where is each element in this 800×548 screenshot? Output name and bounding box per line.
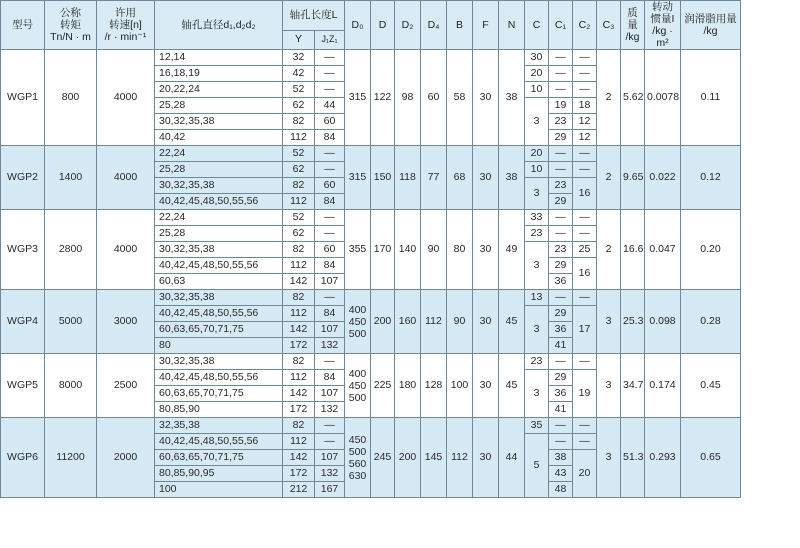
n-cell: 38 — [499, 146, 525, 210]
d2-cell: 160 — [395, 290, 421, 354]
j1z1-cell: 60 — [315, 178, 345, 194]
d2-cell: 200 — [395, 418, 421, 498]
bore-cell: 25,28 — [155, 226, 283, 242]
j1z1-cell: — — [315, 226, 345, 242]
j1z1-cell: — — [315, 50, 345, 66]
bore-cell: 30,32,35,38 — [155, 354, 283, 370]
c1-cell: 29 — [549, 130, 573, 146]
bore-cell: 40,42,45,48,50,55,56 — [155, 370, 283, 386]
c3-cell: 3 — [597, 290, 621, 354]
y-cell: 82 — [283, 418, 315, 434]
j1z1-cell: — — [315, 146, 345, 162]
y-cell: 172 — [283, 338, 315, 354]
table-row — [1, 146, 800, 162]
j1z1-cell: — — [315, 354, 345, 370]
n-cell: 38 — [499, 50, 525, 146]
y-cell: 32 — [283, 50, 315, 66]
n-cell: 49 — [499, 210, 525, 290]
bore-cell: 60,63 — [155, 274, 283, 290]
j1z1-cell: 107 — [315, 450, 345, 466]
header-mass — [621, 1, 645, 50]
header-torque — [45, 1, 97, 50]
c1-cell: 48 — [549, 482, 573, 498]
d0-value: 450 — [348, 315, 367, 328]
j1z1-cell: 132 — [315, 402, 345, 418]
y-cell: 112 — [283, 130, 315, 146]
c1-cell: 29 — [549, 370, 573, 386]
c3-cell: 2 — [597, 210, 621, 290]
model-cell: WGP1 — [1, 50, 45, 146]
d0-value: 450 — [348, 379, 367, 392]
c2-cell: — — [573, 434, 597, 450]
b-cell: 80 — [447, 210, 473, 290]
c-cell: 5 — [525, 434, 549, 498]
mass-cell: 9.65 — [621, 146, 645, 210]
d4-cell: 60 — [421, 50, 447, 146]
header-torque-line3: Tn/N · m — [50, 31, 91, 43]
d0-cell: 315 — [345, 50, 371, 146]
inertia-cell: 0.022 — [645, 146, 681, 210]
torque-cell: 1400 — [45, 146, 97, 210]
c1-cell: — — [549, 162, 573, 178]
y-cell: 112 — [283, 258, 315, 274]
group-wgp2 — [1, 146, 800, 210]
c2-cell: — — [573, 162, 597, 178]
j1z1-cell: 132 — [315, 466, 345, 482]
y-cell: 52 — [283, 210, 315, 226]
torque-cell: 2800 — [45, 210, 97, 290]
header-speed-line3: /r · min⁻¹ — [104, 31, 147, 43]
j1z1-cell: 84 — [315, 194, 345, 210]
c-cell: 35 — [525, 418, 549, 434]
f-cell: 30 — [473, 418, 499, 498]
c1-cell: — — [549, 354, 573, 370]
c2-cell: 12 — [573, 114, 597, 130]
c3-cell: 3 — [597, 418, 621, 498]
c-cell: 3 — [525, 242, 549, 290]
speed-cell: 4000 — [97, 146, 155, 210]
header-inertia-line1: 转动惯量I — [650, 1, 675, 25]
c2-cell: — — [573, 226, 597, 242]
c1-cell: — — [549, 226, 573, 242]
header-grease-line1: 润滑脂用量 — [684, 13, 737, 25]
j1z1-cell: 60 — [315, 114, 345, 130]
header-torque-line1: 公称 — [60, 7, 81, 19]
y-cell: 112 — [283, 370, 315, 386]
header-mass-line1: 质量 — [627, 7, 638, 31]
c-cell: 33 — [525, 210, 549, 226]
c1-cell: 23 — [549, 114, 573, 130]
table-row — [1, 418, 800, 434]
y-cell: 82 — [283, 290, 315, 306]
header-c2: C₂ — [573, 1, 597, 50]
header-d: D — [371, 1, 395, 50]
c-cell: 20 — [525, 146, 549, 162]
j1z1-cell: 107 — [315, 274, 345, 290]
header-speed-line1: 许用 — [115, 7, 136, 19]
bore-cell: 32,35,38 — [155, 418, 283, 434]
d-cell: 122 — [371, 50, 395, 146]
bore-cell: 40,42,45,48,50,55,56 — [155, 258, 283, 274]
bore-cell: 30,32,35,38 — [155, 290, 283, 306]
torque-cell: 8000 — [45, 354, 97, 418]
header-speed-line2: 转速[n] — [109, 19, 142, 31]
bore-cell: 30,32,35,38 — [155, 114, 283, 130]
j1z1-cell: 44 — [315, 98, 345, 114]
header-c3: C₃ — [597, 1, 621, 50]
header-d2: D₂ — [395, 1, 421, 50]
d4-cell: 77 — [421, 146, 447, 210]
mass-cell: 25.3 — [621, 290, 645, 354]
y-cell: 62 — [283, 226, 315, 242]
c1-cell: 29 — [549, 306, 573, 322]
y-cell: 172 — [283, 466, 315, 482]
mass-cell: 51.3 — [621, 418, 645, 498]
header-y: Y — [283, 30, 315, 49]
c1-cell: 41 — [549, 402, 573, 418]
c1-cell: 23 — [549, 178, 573, 194]
c-cell: 3 — [525, 98, 549, 146]
header-mass-line2: /kg — [625, 31, 640, 43]
c2-cell: 19 — [573, 370, 597, 418]
c1-cell: — — [549, 82, 573, 98]
bore-cell: 100 — [155, 482, 283, 498]
b-cell: 68 — [447, 146, 473, 210]
d4-cell: 128 — [421, 354, 447, 418]
b-cell: 58 — [447, 50, 473, 146]
c1-cell: — — [549, 66, 573, 82]
d-cell: 150 — [371, 146, 395, 210]
bore-cell: 40,42,45,48,50,55,56 — [155, 434, 283, 450]
c2-cell: 12 — [573, 130, 597, 146]
d-cell: 170 — [371, 210, 395, 290]
bore-cell: 25,28 — [155, 162, 283, 178]
grease-cell: 0.11 — [681, 50, 741, 146]
c3-cell: 3 — [597, 354, 621, 418]
f-cell: 30 — [473, 146, 499, 210]
c-cell: 30 — [525, 50, 549, 66]
c2-cell: — — [573, 82, 597, 98]
c1-cell: 41 — [549, 338, 573, 354]
model-cell: WGP5 — [1, 354, 45, 418]
y-cell: 112 — [283, 434, 315, 450]
d4-cell: 145 — [421, 418, 447, 498]
c1-cell: 19 — [549, 98, 573, 114]
y-cell: 42 — [283, 66, 315, 82]
speed-cell: 2500 — [97, 354, 155, 418]
d2-cell: 180 — [395, 354, 421, 418]
j1z1-cell: 107 — [315, 322, 345, 338]
bore-cell: 80 — [155, 338, 283, 354]
n-cell: 45 — [499, 290, 525, 354]
d0-cell — [345, 418, 371, 498]
c2-cell: 16 — [573, 178, 597, 210]
inertia-cell: 0.098 — [645, 290, 681, 354]
bore-cell: 20,22,24 — [155, 82, 283, 98]
model-cell: WGP6 — [1, 418, 45, 498]
j1z1-cell: 84 — [315, 370, 345, 386]
j1z1-cell: 84 — [315, 258, 345, 274]
c1-cell: 43 — [549, 466, 573, 482]
c-cell: 10 — [525, 82, 549, 98]
bore-cell: 22,24 — [155, 210, 283, 226]
c1-cell: — — [549, 434, 573, 450]
y-cell: 52 — [283, 82, 315, 98]
model-cell: WGP3 — [1, 210, 45, 290]
speed-cell: 4000 — [97, 210, 155, 290]
bore-cell: 40,42,45,48,50,55,56 — [155, 306, 283, 322]
header-d0: D₀ — [345, 1, 371, 50]
grease-cell: 0.28 — [681, 290, 741, 354]
c2-cell: 16 — [573, 258, 597, 290]
d0-value: 630 — [348, 469, 367, 482]
j1z1-cell: — — [315, 82, 345, 98]
j1z1-cell: — — [315, 434, 345, 450]
bore-cell: 80,85,90,95 — [155, 466, 283, 482]
table-row — [1, 210, 800, 226]
j1z1-cell: — — [315, 66, 345, 82]
c2-cell: — — [573, 66, 597, 82]
y-cell: 142 — [283, 450, 315, 466]
f-cell: 30 — [473, 354, 499, 418]
torque-cell: 5000 — [45, 290, 97, 354]
b-cell: 112 — [447, 418, 473, 498]
torque-cell: 11200 — [45, 418, 97, 498]
table-header — [1, 1, 800, 50]
y-cell: 62 — [283, 98, 315, 114]
header-bore: 轴孔直径d₁,d₂d₂ — [155, 1, 283, 50]
bore-cell: 60,63,65,70,71,75 — [155, 386, 283, 402]
grease-cell: 0.20 — [681, 210, 741, 290]
y-cell: 82 — [283, 178, 315, 194]
d0-value: 450 — [348, 433, 367, 446]
c3-cell: 2 — [597, 50, 621, 146]
y-cell: 142 — [283, 274, 315, 290]
group-wgp1 — [1, 50, 800, 146]
bore-cell: 40,42 — [155, 130, 283, 146]
d0-cell — [345, 354, 371, 418]
model-cell: WGP2 — [1, 146, 45, 210]
bore-cell: 30,32,35,38 — [155, 178, 283, 194]
n-cell: 44 — [499, 418, 525, 498]
c2-cell: 20 — [573, 450, 597, 498]
d4-cell: 112 — [421, 290, 447, 354]
header-inertia-line2: /kg · m² — [652, 25, 673, 49]
j1z1-cell: 60 — [315, 242, 345, 258]
table-row — [1, 290, 800, 306]
bore-cell: 30,32,35,38 — [155, 242, 283, 258]
header-model: 型号 — [1, 1, 45, 50]
j1z1-cell: — — [315, 418, 345, 434]
c-cell: 10 — [525, 162, 549, 178]
f-cell: 30 — [473, 210, 499, 290]
d0-cell: 355 — [345, 210, 371, 290]
bore-cell: 16,18,19 — [155, 66, 283, 82]
b-cell: 90 — [447, 290, 473, 354]
d-cell: 225 — [371, 354, 395, 418]
y-cell: 142 — [283, 322, 315, 338]
header-f: F — [473, 1, 499, 50]
bore-cell: 22,24 — [155, 146, 283, 162]
header-torque-line2: 转矩 — [60, 19, 81, 31]
c-cell: 20 — [525, 66, 549, 82]
d4-cell: 90 — [421, 210, 447, 290]
y-cell: 112 — [283, 306, 315, 322]
mass-cell: 34.7 — [621, 354, 645, 418]
j1z1-cell: 107 — [315, 386, 345, 402]
bore-cell: 12,14 — [155, 50, 283, 66]
c1-cell: — — [549, 418, 573, 434]
c2-cell: — — [573, 418, 597, 434]
d0-cell: 315 — [345, 146, 371, 210]
d0-value: 500 — [348, 445, 367, 458]
header-hub-length: 轴孔长度L — [283, 1, 345, 31]
inertia-cell: 0.174 — [645, 354, 681, 418]
header-j1z1: J₁Z₁ — [315, 30, 345, 49]
n-cell: 45 — [499, 354, 525, 418]
c1-cell: 38 — [549, 450, 573, 466]
c-cell: 3 — [525, 370, 549, 418]
d0-value: 560 — [348, 457, 367, 470]
y-cell: 212 — [283, 482, 315, 498]
d0-cell — [345, 290, 371, 354]
c1-cell: — — [549, 50, 573, 66]
c-cell: 3 — [525, 178, 549, 210]
header-c: C — [525, 1, 549, 50]
b-cell: 100 — [447, 354, 473, 418]
y-cell: 52 — [283, 146, 315, 162]
c1-cell: 23 — [549, 242, 573, 258]
c-cell: 3 — [525, 306, 549, 354]
mass-cell: 5.62 — [621, 50, 645, 146]
torque-cell: 800 — [45, 50, 97, 146]
group-wgp6 — [1, 418, 800, 498]
group-wgp3 — [1, 210, 800, 290]
j1z1-cell: — — [315, 162, 345, 178]
table-row — [1, 354, 800, 370]
c1-cell: 36 — [549, 322, 573, 338]
bore-cell: 80,85,90 — [155, 402, 283, 418]
group-wgp5 — [1, 354, 800, 418]
y-cell: 82 — [283, 354, 315, 370]
y-cell: 172 — [283, 402, 315, 418]
c2-cell: 17 — [573, 306, 597, 354]
c-cell: 23 — [525, 226, 549, 242]
bore-cell: 60,63,65,70,71,75 — [155, 322, 283, 338]
header-d4: D₄ — [421, 1, 447, 50]
grease-cell: 0.45 — [681, 354, 741, 418]
mass-cell: 16.6 — [621, 210, 645, 290]
inertia-cell: 0.0078 — [645, 50, 681, 146]
grease-cell: 0.12 — [681, 146, 741, 210]
j1z1-cell: 132 — [315, 338, 345, 354]
header-grease — [681, 1, 741, 50]
c1-cell: — — [549, 146, 573, 162]
c2-cell: — — [573, 354, 597, 370]
header-c1: C₁ — [549, 1, 573, 50]
c1-cell: — — [549, 210, 573, 226]
c3-cell: 2 — [597, 146, 621, 210]
d0-value: 400 — [348, 303, 367, 316]
c1-cell: 29 — [549, 258, 573, 274]
y-cell: 82 — [283, 114, 315, 130]
header-grease-line2: /kg — [703, 25, 718, 37]
bore-cell: 40,42,45,48,50,55,56 — [155, 194, 283, 210]
d0-value: 400 — [348, 367, 367, 380]
d2-cell: 140 — [395, 210, 421, 290]
c1-cell: 29 — [549, 194, 573, 210]
j1z1-cell: — — [315, 210, 345, 226]
c-cell: 23 — [525, 354, 549, 370]
inertia-cell: 0.293 — [645, 418, 681, 498]
c1-cell: — — [549, 290, 573, 306]
group-wgp4 — [1, 290, 800, 354]
d-cell: 200 — [371, 290, 395, 354]
c2-cell: — — [573, 210, 597, 226]
c-cell: 13 — [525, 290, 549, 306]
header-b: B — [447, 1, 473, 50]
y-cell: 112 — [283, 194, 315, 210]
model-cell: WGP4 — [1, 290, 45, 354]
table-row — [1, 50, 800, 66]
c2-cell: — — [573, 146, 597, 162]
speed-cell: 4000 — [97, 50, 155, 146]
j1z1-cell: 84 — [315, 306, 345, 322]
speed-cell: 3000 — [97, 290, 155, 354]
f-cell: 30 — [473, 50, 499, 146]
c2-cell: — — [573, 290, 597, 306]
c1-cell: 36 — [549, 386, 573, 402]
d2-cell: 98 — [395, 50, 421, 146]
header-inertia — [645, 1, 681, 50]
d-cell: 245 — [371, 418, 395, 498]
c2-cell: 18 — [573, 98, 597, 114]
header-speed — [97, 1, 155, 50]
y-cell: 82 — [283, 242, 315, 258]
c2-cell: — — [573, 50, 597, 66]
c1-cell: 36 — [549, 274, 573, 290]
grease-cell: 0.65 — [681, 418, 741, 498]
j1z1-cell: 84 — [315, 130, 345, 146]
bore-cell: 60,63,65,70,71,75 — [155, 450, 283, 466]
j1z1-cell: — — [315, 290, 345, 306]
y-cell: 62 — [283, 162, 315, 178]
d0-value: 500 — [348, 327, 367, 340]
inertia-cell: 0.047 — [645, 210, 681, 290]
c2-cell: 25 — [573, 242, 597, 258]
header-n: N — [499, 1, 525, 50]
j1z1-cell: 167 — [315, 482, 345, 498]
bore-cell: 25,28 — [155, 98, 283, 114]
speed-cell: 2000 — [97, 418, 155, 498]
f-cell: 30 — [473, 290, 499, 354]
y-cell: 142 — [283, 386, 315, 402]
d2-cell: 118 — [395, 146, 421, 210]
d0-value: 500 — [348, 391, 367, 404]
